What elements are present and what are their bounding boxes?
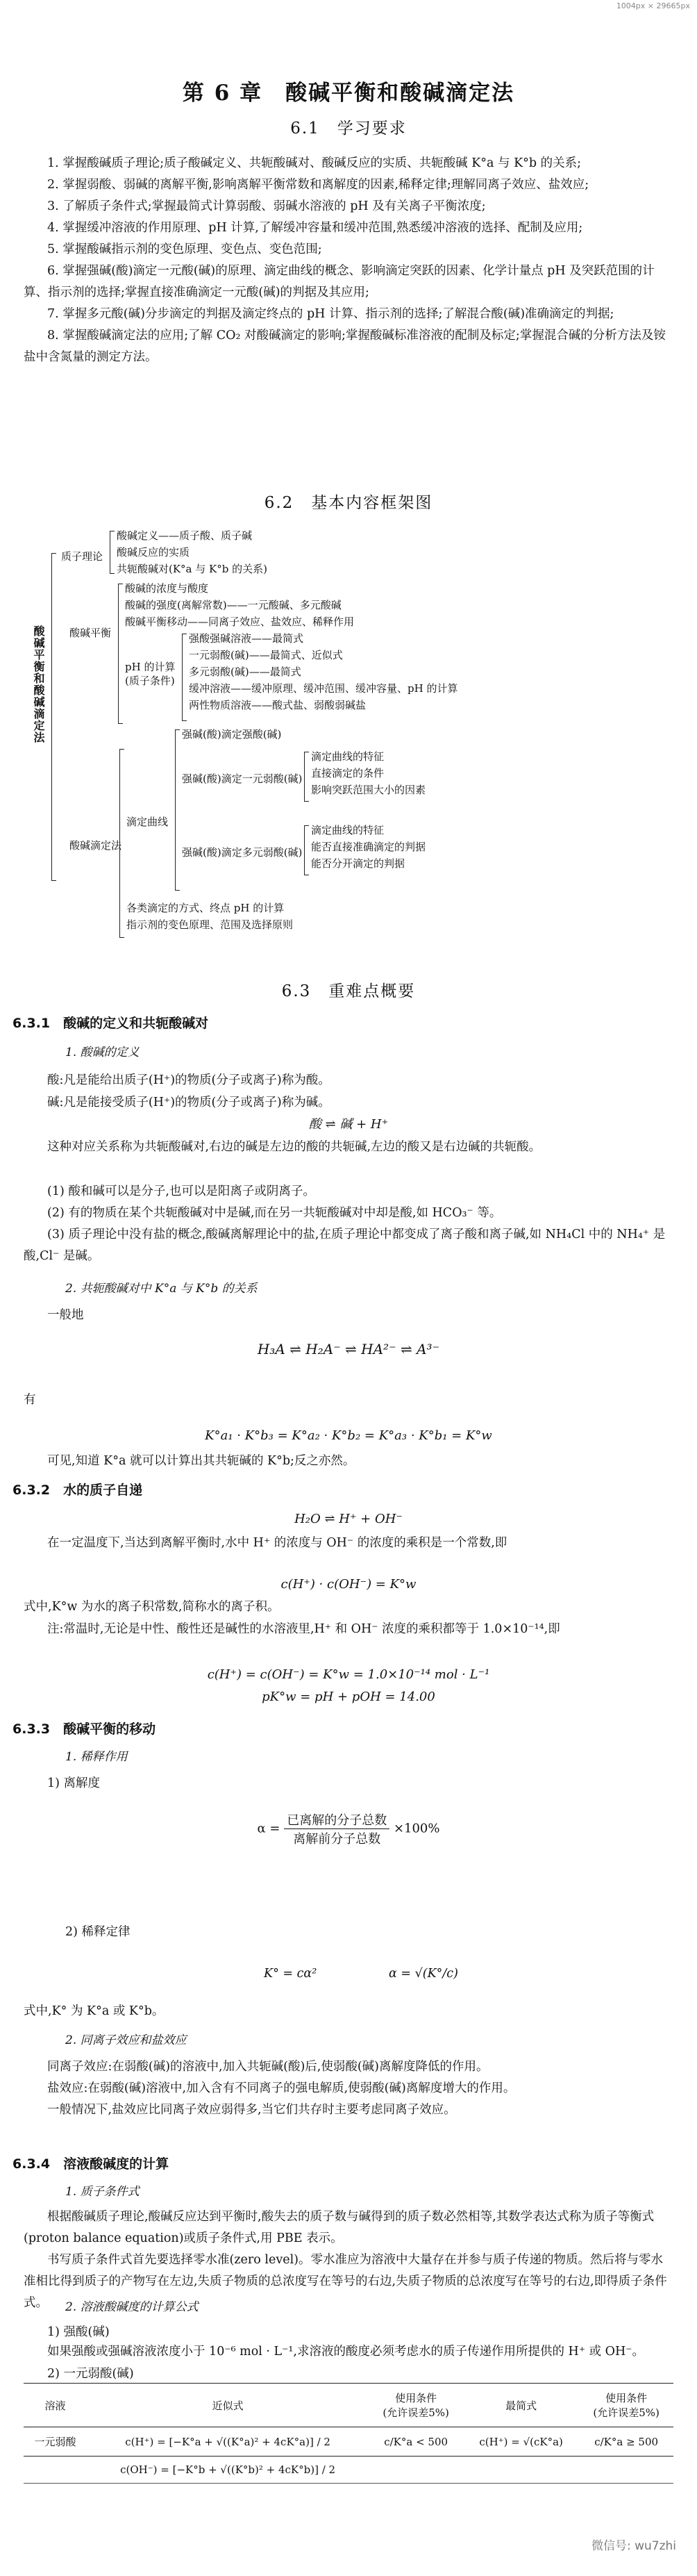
diagram-item: 各类滴定的方式、终点 pH 的计算 — [126, 902, 285, 914]
diagram-item: 酸碱的强度(离解常数)——一元酸碱、多元酸碱 — [125, 599, 342, 611]
strong-text — [24, 2343, 673, 2361]
brace — [110, 531, 115, 574]
requirement-item: 4. 掌握缓冲溶液的作用原理、pH 计算,了解缓冲容量和缓冲范围,熟悉缓冲溶液的选择、配制及应用; — [47, 221, 583, 235]
branch-titration-curve: 滴定曲线 — [126, 816, 169, 828]
dilution-equation-2: α = √(K°/c) — [389, 1967, 458, 1981]
section-6-2-title: 6.2 基本内容框架图 — [264, 494, 433, 512]
diagram-item: 酸碱定义——质子酸、质子碱 — [117, 529, 253, 542]
image-size-label: 1004px × 29665px — [616, 1, 690, 10]
diagram-item: 滴定曲线的特征 — [311, 824, 385, 836]
conjugate-paragraph: 这种对应关系称为共轭酸碱对,右边的碱是左边的酸的共轭碱,左边的酸又是右边碱的共轭酸。 — [47, 1140, 541, 1154]
diagram-item: 一元弱酸(碱)——最简式、近似式 — [189, 649, 343, 661]
heading-6-3-1: 6.3.1 酸碱的定义和共轭酸碱对 — [12, 1016, 209, 1031]
brace — [175, 729, 180, 891]
branch-acid-base-equilibrium: 酸碱平衡 — [69, 627, 112, 639]
subheading-weak-monoprotic: 2) 一元弱酸(碱) — [47, 2367, 134, 2381]
dilution-note: 式中,K° 为 K°a 或 K°b。 — [24, 2004, 165, 2018]
water-text-3 — [24, 1619, 673, 1640]
dissociation-chain: H₃A ⇌ H₂A⁻ ⇌ HA²⁻ ⇌ A³⁻ — [257, 1341, 440, 1357]
brace — [182, 634, 187, 721]
diagram-item: 酸碱反应的实质 — [117, 546, 190, 559]
subheading-pbe: 1. 质子条件式 — [65, 2185, 140, 2199]
common-ion-text — [24, 2056, 673, 2121]
table-cell — [579, 2457, 673, 2484]
subheading-dilution: 1. 稀释作用 — [65, 1750, 128, 1764]
requirement-item: 6. 掌握强碱(酸)滴定一元酸(碱)的原理、滴定曲线的概念、影响滴定突跃的因素、化学计量点 pH 及突跃范围的计算、指示剂的选择;掌握直接准确滴定一元酸(碱)的判据及其应用; — [24, 264, 655, 299]
ion-product-equation: c(H⁺) · c(OH⁻) = K°w — [280, 1577, 417, 1592]
conjugate-text — [24, 1137, 673, 1158]
kw-note: 可见,知道 K°a 就可以计算出其共轭碱的 K°b;反之亦然。 — [47, 1454, 355, 1468]
subheading-ph-formulas: 2. 溶液酸碱度的计算公式 — [65, 2300, 199, 2314]
water-text-1 — [24, 1533, 673, 1554]
root-brace — [51, 553, 56, 881]
alpha-lhs: α = — [257, 1821, 280, 1836]
requirement-item: 2. 掌握弱酸、弱碱的离解平衡,影响离解平衡常数和离解度的因素,稀释定律;理解同离子效应、盐效应; — [47, 178, 589, 192]
table-cell: 一元弱酸 — [24, 2427, 87, 2457]
heading-6-3-4: 6.3.4 溶液酸碱度的计算 — [12, 2156, 169, 2172]
section-6-3-title: 6.3 重难点概要 — [281, 982, 416, 1000]
table-header: 使用条件 (允许误差5%) — [369, 2384, 463, 2427]
table-header-row — [24, 2384, 673, 2427]
general-label: 一般地 — [47, 1308, 84, 1322]
diagram-item: 缓冲溶液——缓冲原理、缓冲范围、缓冲容量、pH 的计算 — [189, 682, 458, 695]
branch-proton-theory: 质子理论 — [61, 550, 103, 563]
acid-definition: 酸:凡是能给出质子(H⁺)的物质(分子或离子)称为酸。 — [47, 1073, 330, 1087]
water-text-2: 式中,K°w 为水的离子积常数,简称水的离子积。 — [24, 1600, 280, 1614]
diagram-item: 能否分开滴定的判据 — [311, 857, 405, 870]
table-cell — [24, 2457, 87, 2484]
requirement-item: 1. 掌握酸碱质子理论;质子酸碱定义、共轭酸碱对、酸碱反应的实质、共轭酸碱 K°a 与 K°b 的关系; — [47, 156, 582, 170]
table-cell: c(OH⁻) = [−K°b + √((K°b)² + 4cK°b)] / 2 — [87, 2457, 369, 2484]
table-cell — [463, 2457, 579, 2484]
diagram-item: 能否直接准确滴定的判据 — [311, 841, 426, 853]
diagram-item: 强酸强碱溶液——最简式 — [189, 632, 304, 645]
table-cell: c/K°a ≥ 500 — [579, 2427, 673, 2457]
note-item: (3) 质子理论中没有盐的概念,酸碱离解理论中的盐,在质子理论中都变成了离子酸和离子碱,如 NH₄Cl 中的 NH₄⁺ 是酸,Cl⁻ 是碱。 — [24, 1228, 666, 1263]
table-row — [24, 2427, 673, 2457]
diagram-item: 指示剂的变色原理、范围及选择原则 — [126, 918, 294, 931]
diagram-item: 强碱(酸)滴定强酸(碱) — [182, 728, 282, 741]
table-header: 近似式 — [87, 2384, 369, 2427]
table-header: 溶液 — [24, 2384, 87, 2427]
table-header: 使用条件 (允许误差5%) — [579, 2384, 673, 2427]
dilution-equation-1: K° = cα² — [264, 1967, 317, 1981]
have-label: 有 — [24, 1393, 36, 1407]
pbe-paragraph: 根据酸碱质子理论,酸碱反应达到平衡时,酸失去的质子数与碱得到的质子数必然相等,其数学表达式称为质子等衡式(proton balance equation)或质子条件式,用 PBE 表示。 — [24, 2210, 655, 2245]
pbe-paragraph: 书写质子条件式首先要选择零水准(zero level)。零水准应为溶液中大量存在并参与质子传递的物质。然后将与零水准相比得到质子的产物写在左边,失质子物质的总浓度写在等号的右边,失质子物质的总浓度写在等号的右边,即得质子条件式。 — [24, 2253, 667, 2310]
brace — [304, 825, 309, 875]
table-cell: c/K°a < 500 — [369, 2427, 463, 2457]
definition-notes — [24, 1181, 673, 1267]
diagram-item: 强碱(酸)滴定一元弱酸(碱) — [182, 773, 303, 785]
learning-requirements — [24, 153, 673, 368]
requirement-item: 8. 掌握酸碱滴定法的应用;了解 CO₂ 对酸碱滴定的影响;掌握酸碱标准溶液的配制及标定;掌握混合碱的分析方法及铵盐中含氮量的测定方法。 — [24, 329, 666, 364]
diagram-item: 酸碱平衡移动——同离子效应、盐效应、稀释作用 — [125, 616, 355, 628]
subheading-dilution-law: 2) 稀释定律 — [65, 1925, 131, 1939]
general-note-paragraph: 一般情况下,盐效应比同离子效应弱得多,当它们共存时主要考虑同离子效应。 — [47, 2103, 456, 2117]
alpha-formula — [0, 1810, 697, 1847]
diagram-item: 酸碱的浓度与酸度 — [125, 582, 209, 595]
brace — [118, 584, 123, 724]
alpha-numerator: 已离解的分子总数 — [284, 1810, 389, 1829]
subheading-ka-kb-relation: 2. 共轭酸碱对中 K°a 与 K°b 的关系 — [65, 1282, 258, 1296]
requirement-item: 5. 掌握酸碱指示剂的变色原理、变色点、变色范围; — [47, 242, 322, 256]
formula-table — [24, 2383, 673, 2484]
requirement-item: 7. 掌握多元酸(碱)分步滴定的判据及滴定终点的 pH 计算、指示剂的选择;了解混合酸(碱)准确滴定的判据; — [47, 307, 614, 321]
diagram-item: 直接滴定的条件 — [311, 767, 385, 779]
section-6-1-title: 6.1 学习要求 — [290, 119, 407, 138]
base-definition: 碱:凡是能接受质子(H⁺)的物质(分子或离子)称为碱。 — [47, 1096, 330, 1109]
subheading-strong: 1) 强酸(碱) — [47, 2325, 110, 2339]
table-row — [24, 2457, 673, 2484]
chapter-title: 第 6 章 酸碱平衡和酸碱滴定法 — [182, 81, 515, 106]
heading-6-3-3: 6.3.3 酸碱平衡的移动 — [12, 1722, 156, 1737]
table-header: 最简式 — [463, 2384, 579, 2427]
subheading-dissociation-degree: 1) 离解度 — [47, 1776, 101, 1790]
branch-ph-calculation: pH 的计算 (质子条件) — [125, 661, 176, 687]
table-cell — [369, 2457, 463, 2484]
heading-6-3-2: 6.3.2 水的质子自递 — [12, 1483, 143, 1498]
water-paragraph: 在一定温度下,当达到离解平衡时,水中 H⁺ 的浓度与 OH⁻ 的浓度的乘积是一个常数,即 — [47, 1536, 507, 1550]
table-cell: c(H⁺) = [−K°a + √((K°a)² + 4cK°a)] / 2 — [87, 2427, 369, 2457]
diagram-root: 酸碱平衡和酸碱滴定法 — [32, 625, 45, 743]
diagram-item: 共轭酸碱对(K°a 与 K°b 的关系) — [117, 563, 267, 575]
table-cell: c(H⁺) = √(cK°a) — [463, 2427, 579, 2457]
note-item: (2) 有的物质在某个共轭酸碱对中是碱,而在另一共轭酸碱对中却是酸,如 HCO₃⁻ 等。 — [47, 1206, 502, 1220]
diagram-item: 强碱(酸)滴定多元弱酸(碱) — [182, 846, 303, 859]
requirement-item: 3. 了解质子条件式;掌握最简式计算弱酸、弱碱水溶液的 pH 及有关离子平衡浓度; — [47, 199, 486, 213]
kw-value-equation: c(H⁺) = c(OH⁻) = K°w = 1.0×10⁻¹⁴ mol · L⁻¹ — [207, 1667, 490, 1682]
alpha-denominator: 离解前分子总数 — [293, 1832, 381, 1847]
diagram-item: 影响突跃范围大小的因素 — [311, 784, 426, 796]
diagram-item: 两性物质溶液——酸式盐、弱酸弱碱盐 — [189, 699, 367, 711]
acid-base-equation: 酸 ⇌ 碱 + H⁺ — [308, 1117, 389, 1132]
diagram-item: 滴定曲线的特征 — [311, 750, 385, 763]
note-item: (1) 酸和碱可以是分子,也可以是阳离子或阴离子。 — [47, 1184, 315, 1198]
wechat-watermark: 微信号: wu7zhi — [591, 2539, 676, 2553]
content-framework-diagram — [28, 528, 673, 938]
salt-effect-paragraph: 盐效应:在弱酸(碱)溶液中,加入含有不同离子的强电解质,使弱酸(碱)离解度增大的作用。 — [47, 2081, 516, 2095]
subheading-common-ion: 2. 同离子效应和盐效应 — [65, 2033, 187, 2047]
pkw-equation: pK°w = pH + pOH = 14.00 — [262, 1690, 435, 1704]
alpha-tail: ×100% — [393, 1821, 440, 1836]
branch-acid-base-titration: 酸碱滴定法 — [69, 839, 122, 852]
kw-relation: K°a₁ · K°b₃ = K°a₂ · K°b₂ = K°a₃ · K°b₁ = K°w — [205, 1428, 492, 1443]
brace — [304, 752, 309, 802]
strong-paragraph: 如果强酸或强碱溶液浓度小于 10⁻⁶ mol · L⁻¹,求溶液的酸度必须考虑水的质子传递作用所提供的 H⁺ 或 OH⁻。 — [47, 2345, 645, 2359]
water-paragraph: 注:常温时,无论是中性、酸性还是碱性的水溶液里,H⁺ 和 OH⁻ 浓度的乘积都等于 1.0×10⁻¹⁴,即 — [47, 1622, 560, 1636]
common-ion-paragraph: 同离子效应:在弱酸(碱)的溶液中,加入共轭碱(酸)后,使弱酸(碱)离解度降低的作用。 — [47, 2060, 489, 2074]
diagram-item: 多元弱酸(碱)——最简式 — [189, 666, 301, 678]
alpha-fraction — [284, 1810, 389, 1847]
water-autoionization: H₂O ⇌ H⁺ + OH⁻ — [294, 1512, 403, 1526]
brace — [119, 749, 124, 938]
subheading-acid-base-definition: 1. 酸碱的定义 — [65, 1046, 140, 1059]
